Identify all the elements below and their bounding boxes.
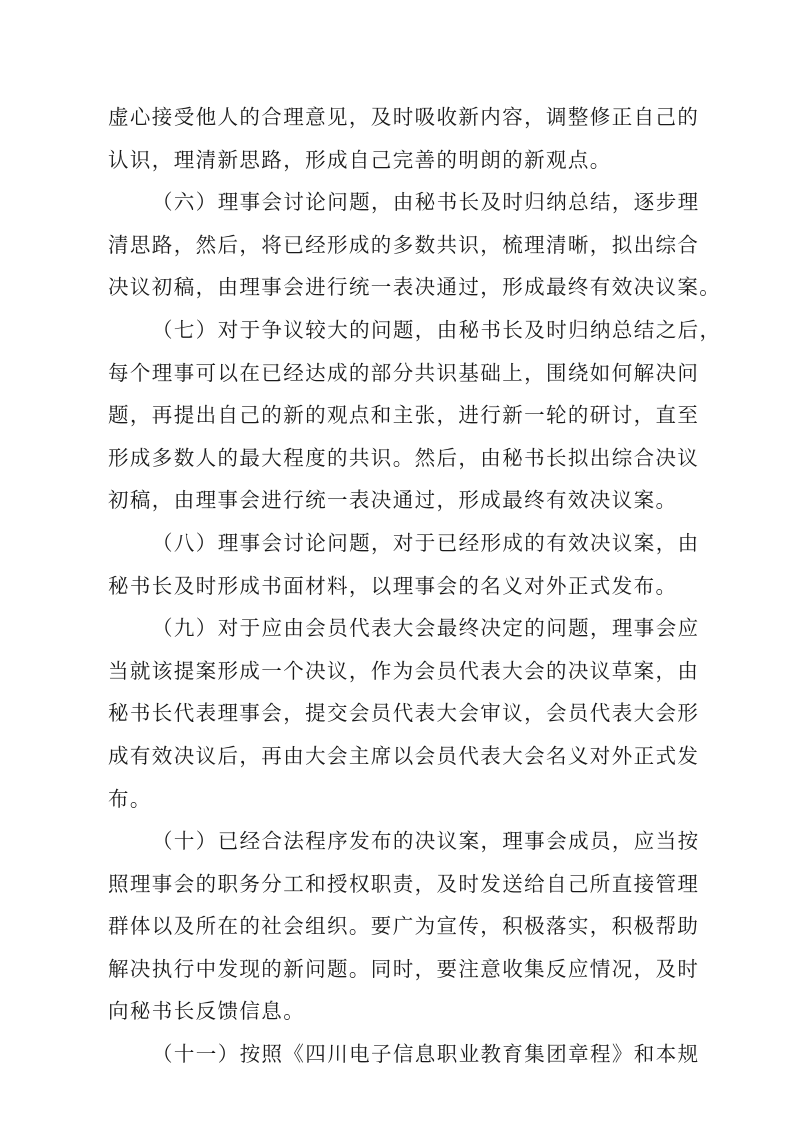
text-line: 解决执行中发现的新问题。同时，要注意收集反应情况，及时 xyxy=(108,956,700,981)
text-line: 秘书长及时形成书面材料，以理事会的名义对外正式发布。 xyxy=(108,573,678,598)
text-line: 成有效决议后，再由大会主席以会员代表大会名义对外正式发 xyxy=(108,743,700,768)
text-line: 布。 xyxy=(108,786,152,811)
paragraph-start-line: （十一）按照《四川电子信息职业教育集团章程》和本规 xyxy=(152,1042,700,1067)
text-line: 初稿，由理事会进行统一表决通过，形成最终有效决议案。 xyxy=(108,488,678,513)
text-line: 当就该提案形成一个决议，作为会员代表大会的决议草案，由 xyxy=(108,658,700,683)
text-line: 决议初稿，由理事会进行统一表决通过，形成最终有效决议案。 xyxy=(108,275,722,300)
paragraph-start-line: （七）对于争议较大的问题，由秘书长及时归纳总结之后， xyxy=(152,317,722,342)
text-line: 每个理事可以在已经达成的部分共识基础上，围绕如何解决问 xyxy=(108,360,700,385)
paragraph-start-line: （六）理事会讨论问题，由秘书长及时归纳总结，逐步理 xyxy=(152,190,700,215)
text-line: 向秘书长反馈信息。 xyxy=(108,999,306,1024)
text-line: 群体以及所在的社会组织。要广为宣传，积极落实，积极帮助 xyxy=(108,914,700,939)
text-line: 题，再提出自己的新的观点和主张，进行新一轮的研讨，直至 xyxy=(108,403,700,428)
document-body xyxy=(108,96,722,1076)
paragraph-start-line: （九）对于应由会员代表大会最终决定的问题，理事会应 xyxy=(152,616,700,641)
paragraph-start-line: （十）已经合法程序发布的决议案，理事会成员，应当按 xyxy=(152,829,700,854)
text-line: 秘书长代表理事会，提交会员代表大会审议，会员代表大会形 xyxy=(108,701,700,726)
text-line: 形成多数人的最大程度的共识。然后，由秘书长拟出综合决议 xyxy=(108,445,700,470)
text-line: 虚心接受他人的合理意见，及时吸收新内容，调整修正自己的 xyxy=(108,105,700,129)
text-line: 清思路，然后，将已经形成的多数共识，梳理清晰，拟出综合 xyxy=(108,232,700,257)
text-line: 认识，理清新思路，形成自己完善的明朗的新观点。 xyxy=(108,147,612,172)
paragraph-start-line: （八）理事会讨论问题，对于已经形成的有效决议案，由 xyxy=(152,530,700,555)
text-line: 照理事会的职务分工和授权职责，及时发送给自己所直接管理 xyxy=(108,871,700,896)
